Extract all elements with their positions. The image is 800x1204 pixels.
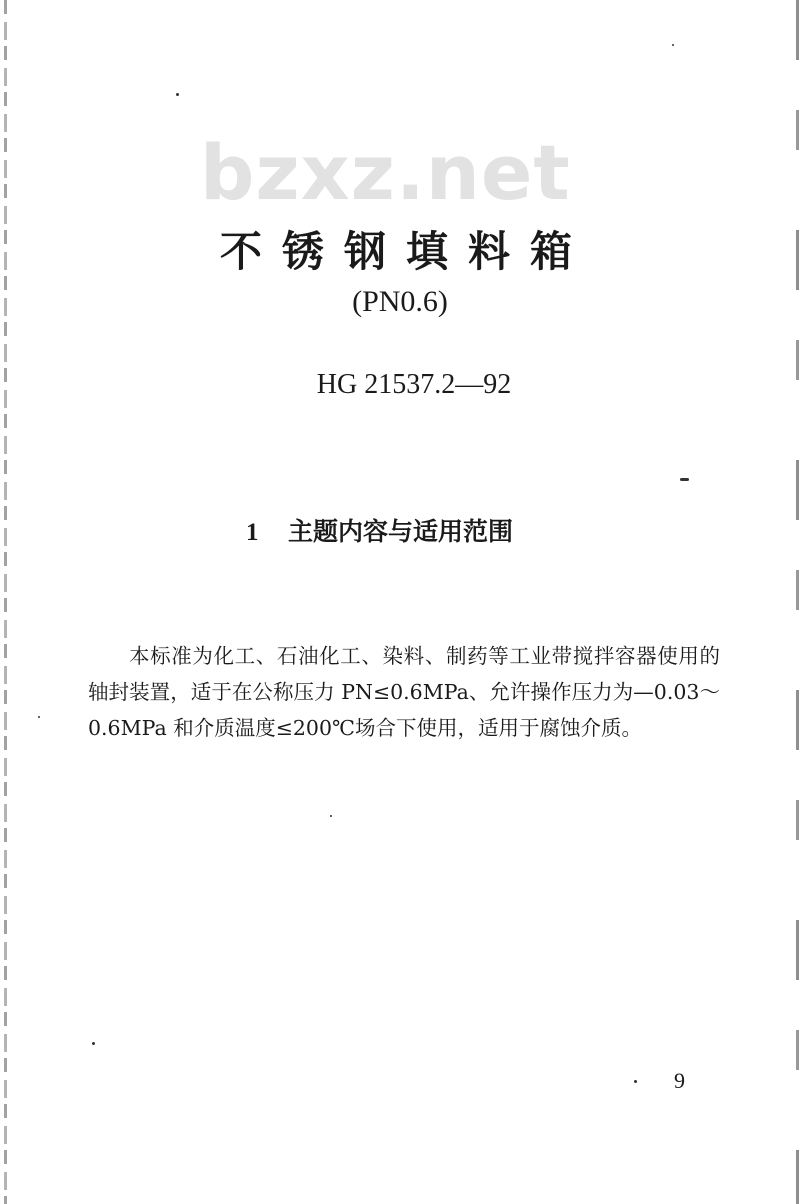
scan-speck: [330, 815, 332, 817]
section-title: 主题内容与适用范围: [288, 517, 514, 546]
scan-edge-left: [4, 0, 7, 1204]
scan-speck: [672, 44, 674, 46]
document-title: 不锈钢填料箱: [219, 227, 592, 276]
scan-edge-right: [796, 0, 799, 1204]
scan-speck: [634, 1080, 637, 1083]
document-subtitle: (PN0.6): [352, 285, 448, 318]
section-paragraph: 本标准为化工、石油化工、染料、制药等工业带搅拌容器使用的轴封装置，适于在公称压力 PN≤0.6MPa、允许操作压力为—0.03～0.6MPa 和介质温度≤200℃场合下使用，适用于腐蚀介质。: [88, 643, 720, 740]
scan-speck: [176, 93, 179, 96]
section-heading: [246, 512, 513, 553]
section-number: 1: [246, 519, 259, 546]
scan-speck: [38, 716, 40, 718]
page-number: 9: [674, 1068, 685, 1093]
scan-speck: [92, 1042, 95, 1045]
standard-code: HG 21537.2—92: [316, 369, 512, 400]
scan-speck: [680, 478, 689, 481]
watermark: bzxz.net: [200, 128, 571, 217]
